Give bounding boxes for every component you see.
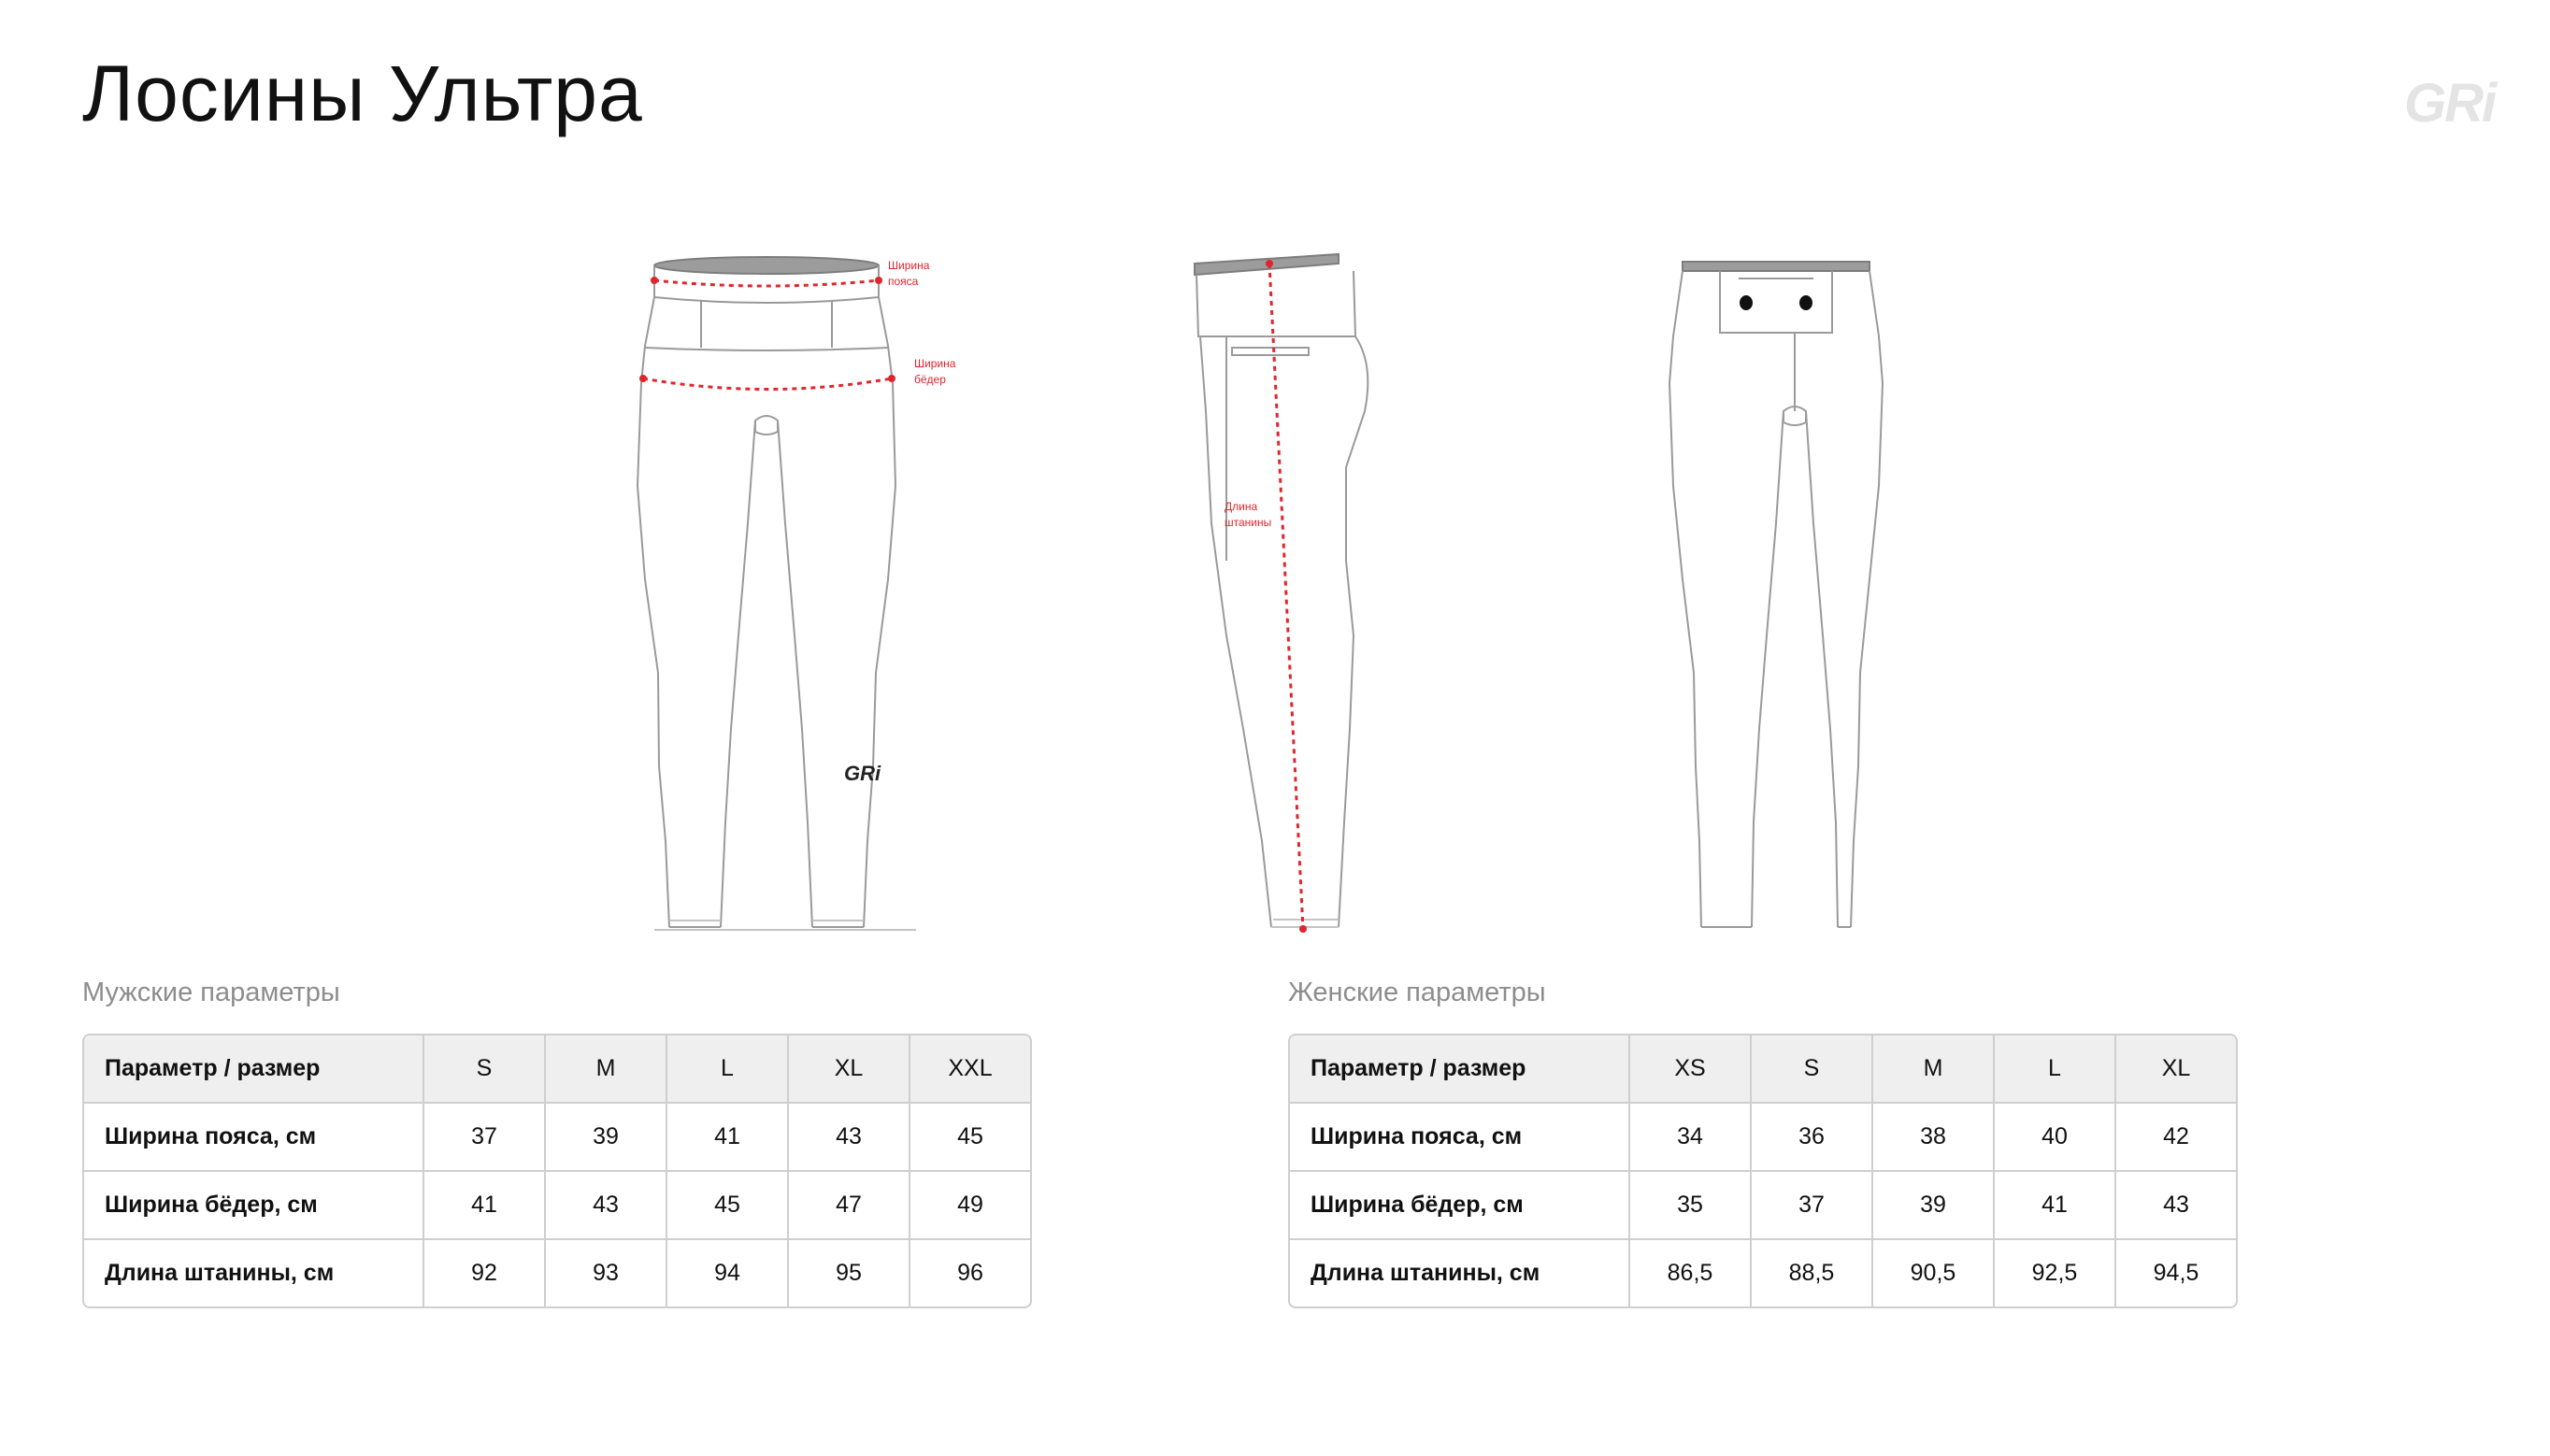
cell-value: 41 xyxy=(1995,1172,2116,1240)
header-size: XL xyxy=(789,1035,910,1104)
hip-label-line1: Ширина xyxy=(914,357,956,370)
table-row xyxy=(1290,1104,2236,1172)
cell-value: 93 xyxy=(546,1240,667,1306)
header-size: XS xyxy=(1630,1035,1752,1104)
header-size: L xyxy=(667,1035,789,1104)
row-label: Длина штанины, см xyxy=(1290,1240,1630,1306)
cell-value: 36 xyxy=(1752,1104,1873,1172)
cell-value: 39 xyxy=(1873,1172,1995,1240)
cell-value: 34 xyxy=(1630,1104,1752,1172)
table-row xyxy=(1290,1240,2236,1306)
leggings-side-view xyxy=(1195,254,1368,927)
cell-value: 90,5 xyxy=(1873,1240,1995,1306)
brand-logo: GRi xyxy=(2404,73,2496,134)
leggings-front-view xyxy=(638,257,916,930)
cell-value: 49 xyxy=(910,1172,1030,1240)
header-size: M xyxy=(1873,1035,1995,1104)
waist-measure-line xyxy=(654,280,879,286)
table-row xyxy=(84,1240,1030,1306)
header-size: L xyxy=(1995,1035,2116,1104)
hip-label-line2: бёдер xyxy=(914,373,946,386)
cell-value: 94,5 xyxy=(2153,1260,2199,1286)
row-label: Ширина пояса, см xyxy=(1290,1104,1630,1172)
cell-value: 86,5 xyxy=(1630,1240,1752,1306)
cell-value: 95 xyxy=(789,1240,910,1306)
back-pocket-dot-right xyxy=(1799,295,1812,310)
women-section-label: Женские параметры xyxy=(1288,978,1546,1007)
leg-logo: GRi xyxy=(844,762,881,785)
men-size-table xyxy=(82,1034,1032,1308)
cell-value: 40 xyxy=(1995,1104,2116,1172)
cell-value: 41 xyxy=(667,1104,789,1172)
leg-length-measure-line xyxy=(1269,264,1303,929)
cell-value: 88,5 xyxy=(1752,1240,1873,1306)
header-size: XL xyxy=(2116,1035,2236,1104)
table-header-row xyxy=(84,1035,1030,1104)
leggings-back-view xyxy=(1669,262,1883,927)
cell-value: 47 xyxy=(789,1172,910,1240)
waist-label-line2: пояса xyxy=(888,275,919,288)
cell-value: 41 xyxy=(424,1172,546,1240)
cell-value: 38 xyxy=(1873,1104,1995,1172)
row-label: Длина штанины, см xyxy=(84,1240,424,1306)
cell-value: 96 xyxy=(957,1260,983,1286)
back-pocket-dot-left xyxy=(1740,295,1753,310)
cell-value: 43 xyxy=(546,1172,667,1240)
cell-value: 94 xyxy=(667,1240,789,1306)
cell-value: 42 xyxy=(2116,1104,2236,1172)
cell-value: 45 xyxy=(667,1172,789,1240)
header-param: Параметр / размер xyxy=(84,1035,424,1104)
cell-value: 37 xyxy=(424,1104,546,1172)
waist-label-line1: Ширина xyxy=(888,259,930,272)
hip-measure-line xyxy=(643,378,892,390)
cell-value: 43 xyxy=(789,1104,910,1172)
page-title: Лосины Ультра xyxy=(82,50,643,137)
header-size: S xyxy=(1752,1035,1873,1104)
cell-value: 35 xyxy=(1630,1172,1752,1240)
header-size: M xyxy=(546,1035,667,1104)
table-row xyxy=(1290,1172,2236,1240)
cell-value: 92 xyxy=(424,1240,546,1306)
header-param: Параметр / размер xyxy=(1290,1035,1630,1104)
cell-value: 37 xyxy=(1752,1172,1873,1240)
row-label: Ширина бёдер, см xyxy=(84,1172,424,1240)
header-size: S xyxy=(424,1035,546,1104)
table-row xyxy=(84,1172,1030,1240)
table-row xyxy=(84,1104,1030,1172)
row-label: Ширина пояса, см xyxy=(84,1104,424,1172)
row-label: Ширина бёдер, см xyxy=(1290,1172,1630,1240)
header-size: XXL xyxy=(910,1035,1030,1104)
cell-value: 45 xyxy=(910,1104,1030,1172)
leg-label-line2: штанины xyxy=(1225,516,1272,529)
cell-value: 39 xyxy=(546,1104,667,1172)
men-section-label: Мужские параметры xyxy=(82,978,340,1007)
leg-label-line1: Длина xyxy=(1225,500,1258,513)
cell-value: 43 xyxy=(2116,1172,2236,1240)
cell-value: 92,5 xyxy=(1995,1240,2116,1306)
table-header-row xyxy=(1290,1035,2236,1104)
women-size-table xyxy=(1288,1034,2238,1308)
